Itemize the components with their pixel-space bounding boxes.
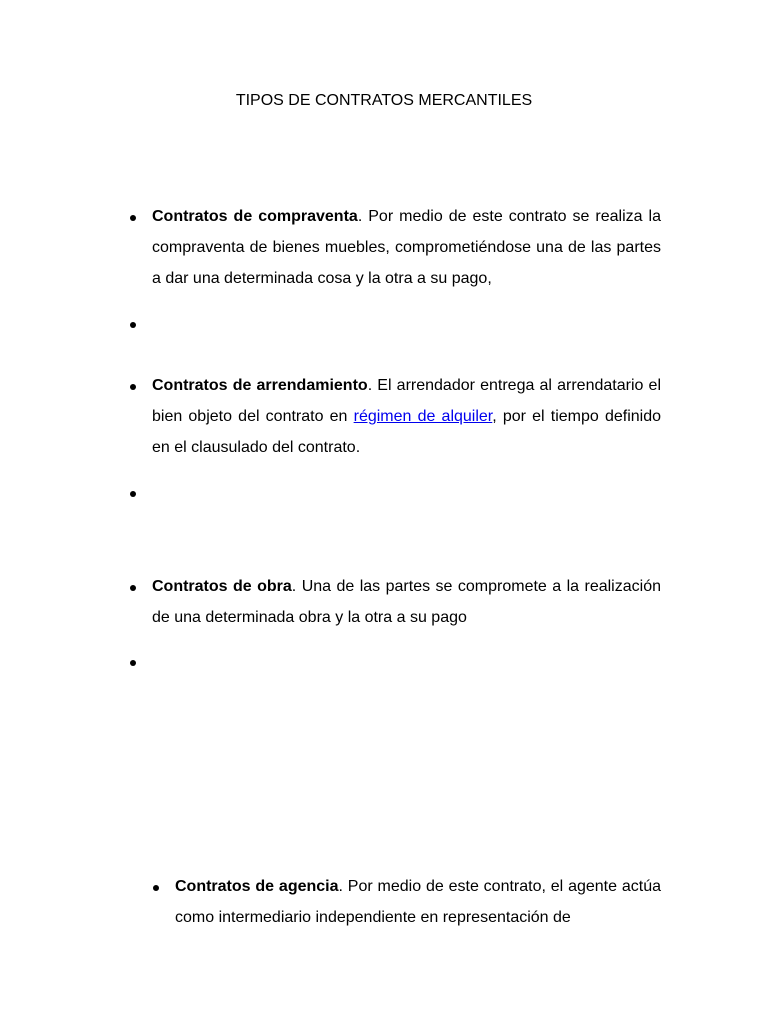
item-heading: Contratos de arrendamiento	[152, 377, 368, 394]
bullet-marker	[130, 384, 136, 390]
item-text: . El arrendador entrega al arrendatario el bien objeto del contrato en	[152, 377, 662, 425]
empty-bullet-marker	[130, 491, 136, 497]
bullet-marker	[153, 885, 159, 891]
bullet-marker	[130, 585, 136, 591]
list-item-arrendamiento	[152, 370, 661, 463]
regimen-alquiler-link[interactable]: régimen de alquiler	[353, 408, 493, 425]
item-heading: Contratos de compraventa	[152, 208, 358, 225]
item-text: . Por medio de este contrato se realiza la compraventa de bienes muebles, comprometiéndose una de las partes a dar una determinada cosa y la otra a su pago,	[152, 208, 661, 287]
item-text: . Por medio de este contrato, el agente actúa como intermediario independiente en representación de	[175, 878, 661, 926]
list-item-compraventa	[152, 201, 661, 294]
item-text-after-link: , por el tiempo definido en el clausulado del contrato.	[152, 408, 662, 456]
list-item-agencia	[175, 871, 661, 933]
list-item-obra	[152, 571, 661, 633]
item-heading: Contratos de obra	[152, 578, 292, 595]
document-title: TIPOS DE CONTRATOS MERCANTILES	[235, 92, 533, 109]
item-text: . Una de las partes se compromete a la realización de una determinada obra y la otra a su pago	[152, 578, 661, 626]
bullet-marker	[130, 215, 136, 221]
item-heading: Contratos de agencia	[175, 878, 339, 895]
empty-bullet-marker	[130, 322, 136, 328]
empty-bullet-marker	[130, 660, 136, 666]
